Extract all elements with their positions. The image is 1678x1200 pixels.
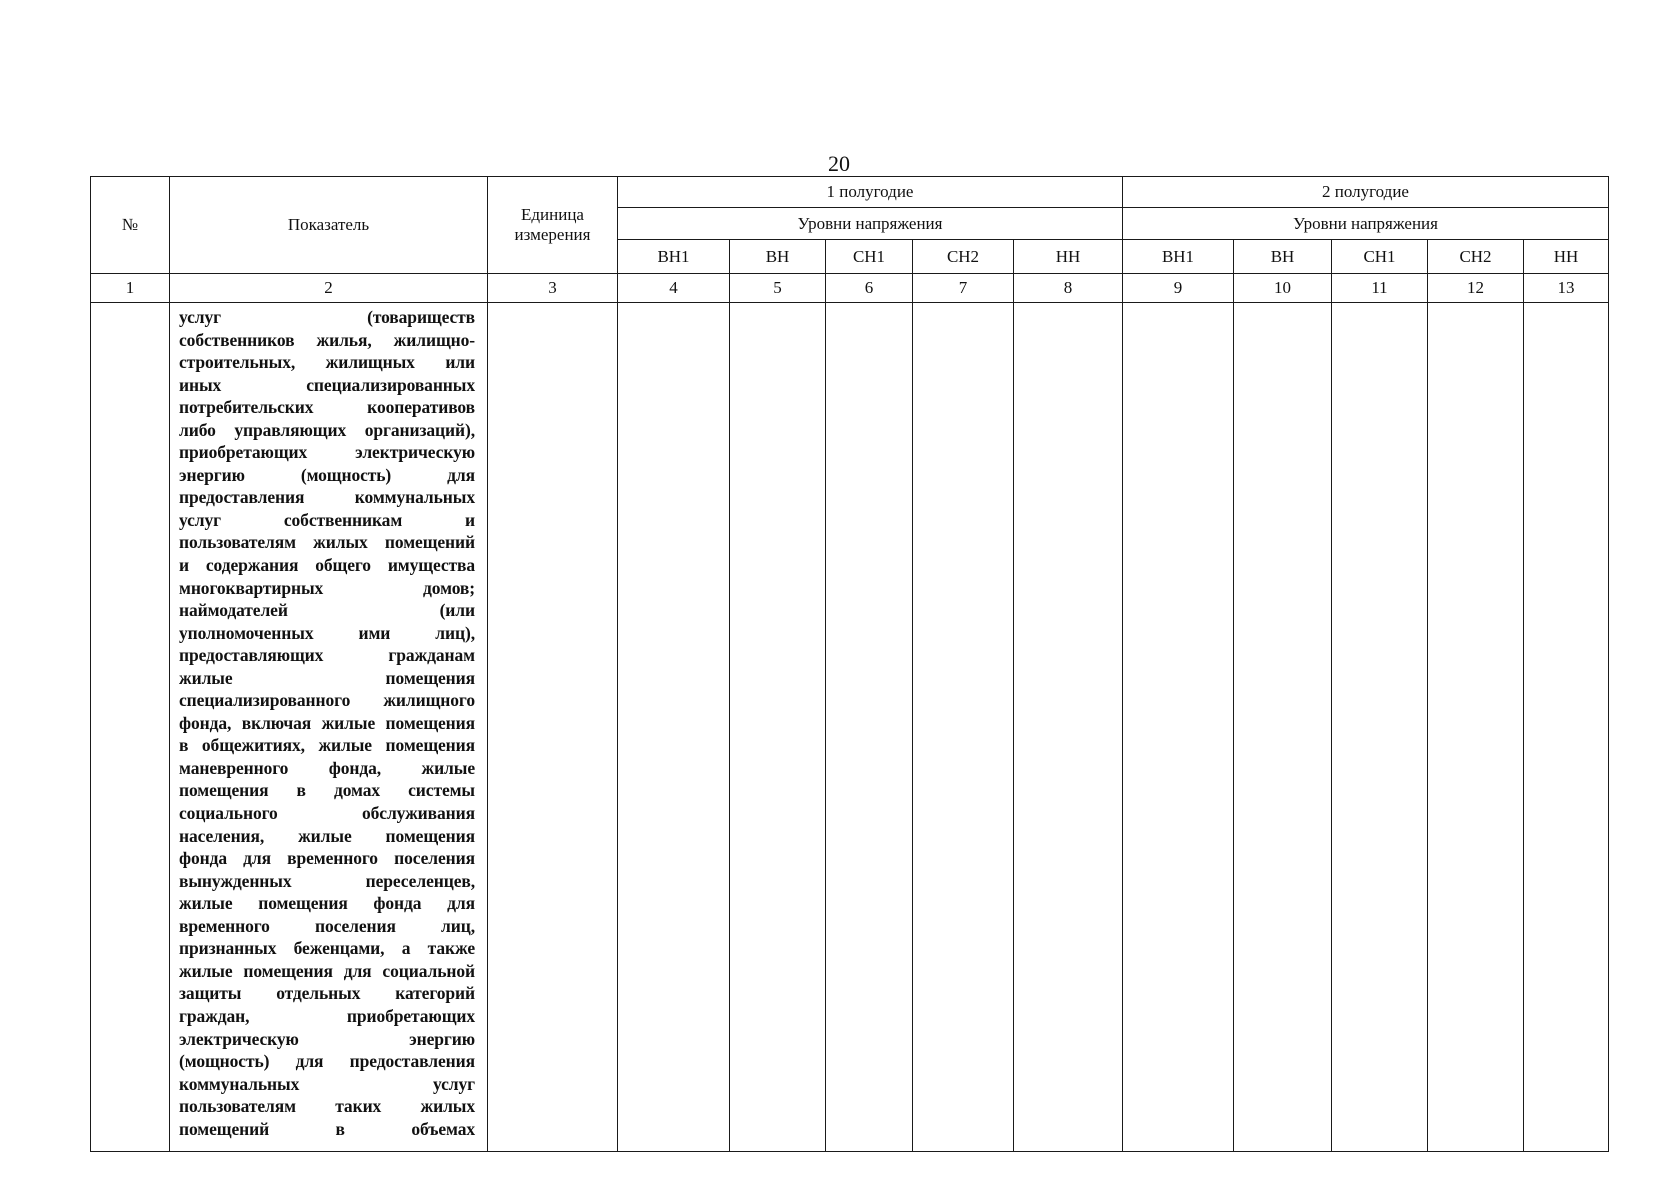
value-cell [1524, 303, 1609, 1152]
indicator-text-line: жилые помещения для социальной [179, 960, 475, 981]
indicator-text-line: (мощность) для предоставления [179, 1051, 475, 1072]
header-half-2: 2 полугодие [1123, 177, 1609, 208]
header-code-sn1-h1: СН1 [826, 240, 913, 274]
column-number-row [91, 274, 1609, 303]
tariff-table [90, 176, 1609, 1152]
indicator-text-line: коммунальных услуг [179, 1073, 475, 1094]
indicator-text-line: наймодателей (или [179, 600, 475, 621]
value-cell [826, 303, 913, 1152]
column-number: 3 [488, 274, 618, 303]
indicator-text-line: многоквартирных домов; [179, 577, 475, 598]
indicator-text-line: энергию (мощность) для [179, 464, 475, 485]
header-half-1: 1 полугодие [618, 177, 1123, 208]
column-number: 12 [1428, 274, 1524, 303]
indicator-text-line: помещения в домах системы [179, 780, 475, 801]
header-number: № [91, 177, 170, 274]
value-cell [1428, 303, 1524, 1152]
row-number-cell [91, 303, 170, 1152]
value-cell [1234, 303, 1332, 1152]
indicator-text-line: населения, жилые помещения [179, 825, 475, 846]
indicator-text-line: иных специализированных [179, 374, 475, 395]
header-code-sn1-h2: СН1 [1332, 240, 1428, 274]
indicator-text-line: жилые помещения [179, 667, 475, 688]
indicator-text-line: жилые помещения фонда для [179, 893, 475, 914]
indicator-text-line: фонда для временного поселения [179, 848, 475, 869]
value-cell [913, 303, 1014, 1152]
column-number: 4 [618, 274, 730, 303]
indicator-text-line: пользователям таких жилых [179, 1096, 475, 1117]
header-code-sn2-h2: СН2 [1428, 240, 1524, 274]
column-number: 6 [826, 274, 913, 303]
column-number: 5 [730, 274, 826, 303]
column-number: 2 [170, 274, 488, 303]
column-number: 10 [1234, 274, 1332, 303]
indicator-text-line: фонда, включая жилые помещения [179, 712, 475, 733]
indicator-text-line: приобретающих электрическую [179, 442, 475, 463]
indicator-text-line: предоставления коммунальных [179, 487, 475, 508]
indicator-text-line: специализированного жилищного [179, 690, 475, 711]
indicator-text-line: услуг (товариществ [179, 307, 475, 327]
column-number: 1 [91, 274, 170, 303]
header-code-vn1-h2: ВН1 [1123, 240, 1234, 274]
header-voltage-levels-2: Уровни напряжения [1123, 208, 1609, 240]
indicator-text [170, 303, 487, 1140]
column-number: 11 [1332, 274, 1428, 303]
indicator-text-line: пользователям жилых помещений [179, 532, 475, 553]
indicator-text-line: в общежитиях, жилые помещения [179, 735, 475, 756]
value-cell [1014, 303, 1123, 1152]
header-code-nn-h1: НН [1014, 240, 1123, 274]
indicator-text-line: собственников жилья, жилищно- [179, 329, 475, 350]
column-number: 9 [1123, 274, 1234, 303]
value-cell [1123, 303, 1234, 1152]
indicator-text-line: строительных, жилищных или [179, 352, 475, 373]
indicator-text-line: признанных беженцами, а также [179, 938, 475, 959]
indicator-text-line: помещений в объемах [179, 1118, 475, 1139]
header-code-sn2-h1: СН2 [913, 240, 1014, 274]
table-row [91, 303, 1609, 1152]
indicator-cell [170, 303, 488, 1152]
indicator-text-line: электрическую энергию [179, 1028, 475, 1049]
column-number: 13 [1524, 274, 1609, 303]
header-code-nn-h2: НН [1524, 240, 1609, 274]
indicator-text-line: вынужденных переселенцев, [179, 870, 475, 891]
unit-cell [488, 303, 618, 1152]
value-cell [1332, 303, 1428, 1152]
header-code-vn1-h1: ВН1 [618, 240, 730, 274]
indicator-text-line: уполномоченных ими лиц), [179, 622, 475, 643]
header-row-half-year [91, 177, 1609, 208]
indicator-text-line: потребительских кооперативов [179, 397, 475, 418]
indicator-text-line: и содержания общего имущества [179, 555, 475, 576]
indicator-text-line: либо управляющих организаций), [179, 419, 475, 440]
value-cell [618, 303, 730, 1152]
header-code-vn-h1: ВН [730, 240, 826, 274]
indicator-text-line: временного поселения лиц, [179, 915, 475, 936]
header-code-vn-h2: ВН [1234, 240, 1332, 274]
page-number: 20 [828, 151, 850, 176]
column-number: 8 [1014, 274, 1123, 303]
header-unit: Единица измерения [488, 177, 618, 274]
indicator-text-line: предоставляющих гражданам [179, 645, 475, 666]
value-cell [730, 303, 826, 1152]
indicator-text-line: социального обслуживания [179, 803, 475, 824]
column-number: 7 [913, 274, 1014, 303]
indicator-text-line: маневренного фонда, жилые [179, 757, 475, 778]
indicator-text-line: граждан, приобретающих [179, 1005, 475, 1026]
header-indicator: Показатель [170, 177, 488, 274]
indicator-text-line: услуг собственникам и [179, 509, 475, 530]
indicator-text-line: защиты отдельных категорий [179, 983, 475, 1004]
header-voltage-levels-1: Уровни напряжения [618, 208, 1123, 240]
